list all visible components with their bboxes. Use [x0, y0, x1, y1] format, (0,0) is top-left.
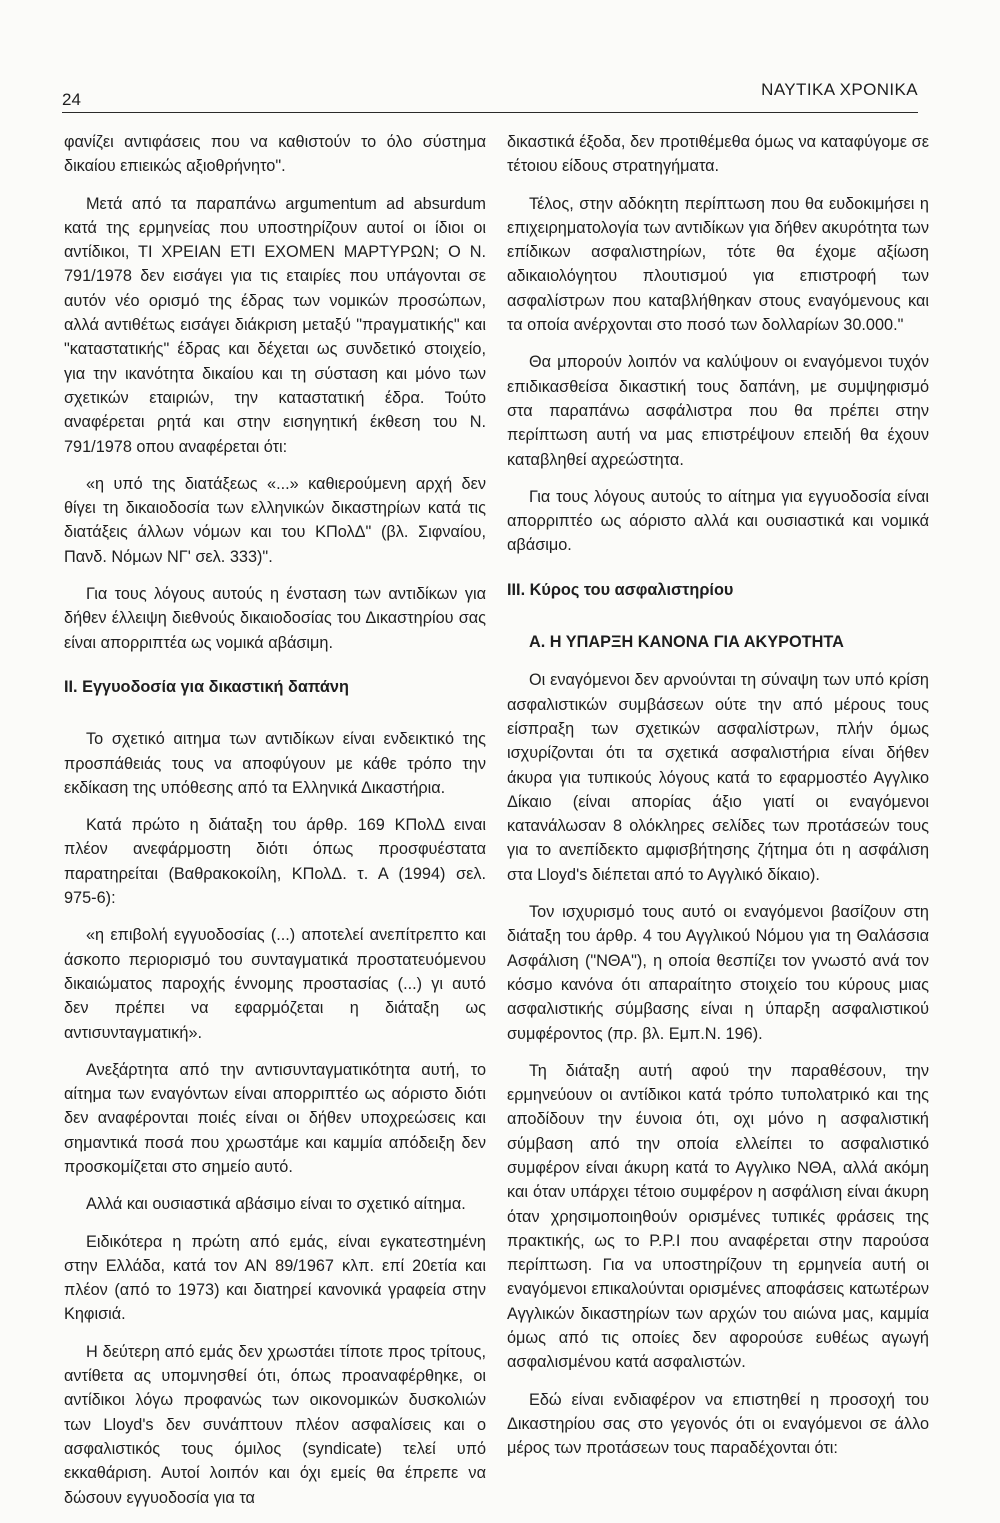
right-column [507, 130, 929, 1474]
subsection-heading: Α. Η ΥΠΑΡΞΗ ΚΑΝΟΝΑ ΓΙΑ ΑΚΥΡΟΤΗΤΑ [529, 633, 844, 652]
paragraph: Για τους λόγους αυτούς η ένσταση των αντιδίκων για δήθεν έλλειψη διεθνούς δικαιοδοσίας του Δικαστηρίου σας είναι απορριπτέα ως νομικά αβάσιμη. [64, 585, 486, 652]
quote-paragraph: «η υπό της διατάξεως «...» καθιερούμενη αρχή δεν θίγει τη δικαιοδοσία των ελληνικών δικαστηρίων κατά τις διατάξεις άλλων νόμων και του ΚΠολΔ" (βλ. Σιφναίου, Πανδ. Νόμων ΝΓ' σελ. 333)". [64, 474, 486, 566]
paragraph: Για τους λόγους αυτούς το αίτημα για εγγυοδοσία είναι απορριπτέο ως αόριστο αλλά και ουσιαστικά και νομικά αβάσιμο. [507, 487, 929, 555]
paragraph: Τέλος, στην αδόκητη περίπτωση που θα ευδοκιμήσει η επιχειρηματολογία των αντιδίκων για δήθεν ακυρότητα των επίδικων ασφαλιστηρίων, τότε θα έχομε αξίωση αδικαιολόγητου πλουτισμού για επιστροφή των ασφαλίστρων που καταβλήθηκαν στους εναγόμενους και τα οποία ανέρχονται στο ποσό των δολλαρίων 30.000." [507, 194, 929, 335]
paragraph: Εδώ είναι ενδιαφέρον να επιστηθεί η προσοχή του Δικαστηρίου σας στο γεγονός ότι οι εναγόμενοι σε άλλο μέρος των προτάσεων τους παραδέχονται ότι: [507, 1390, 929, 1458]
paragraph: Το σχετικό αιτημα των αντιδίκων είναι ενδεικτικό της προσπάθειάς τους να αποφύγουν με κάθε τρόπο την εκδίκαση της υπόθεσης από τα Ελληνικά Δικαστήρια. [64, 730, 486, 797]
paragraph: Οι εναγόμενοι δεν αρνούνται τη σύναψη των υπό κρίση ασφαλιστικών συμβάσεων ούτε την από μέρους τους είσπραξη των σχετικών ασφαλίστρων, πλήν όμως ισχυρίζονται ότι τα σχετικά ασφαλιστήρια είναι δήθεν άκυρα για τυπικούς λόγους κατά το εφαρμοστέο Αγγλικο Δίκαιο (είναι απορίας άξιο γιατί οι εναγόμενοι κατανάλωσαν 8 ολόκληρες σελίδες των προτάσεών τους για το ανεπίδεκτο αμφισβήτησης ζήτημα ότι η ασφάλιση στα Lloyd's διέπεται από το Αγγλικό δίκαιο). [507, 671, 929, 884]
paragraph: φανίζει αντιφάσεις που να καθιστούν το όλο σύστημα δικαίου επιεικώς αξιοθρήνητο". [64, 133, 486, 176]
paragraph: Ανεξάρτητα από την αντισυνταγματικότητα αυτή, το αίτημα των εναγόντων είναι απορριπτέο ως αόριστο διότι δεν αναφέρονται ποιές είναι οι δήθεν υποχρεώσεις και σημαντικά ποσά που χρωστάμε και καμμία απόδειξη δεν προσκομίζεται στο σημείο αυτό. [64, 1060, 486, 1176]
paragraph: Θα μπορούν λοιπόν να καλύψουν οι εναγόμενοι τυχόν επιδικασθείσα δικαστική τους δαπάνη, με συμψηφισμό στα παραπάνω ασφάλιστρα που θα πρέπει στην περίπτωση αυτή να μας επιστρέψουν επειδή θα έχουν καταβληθεί αχρεώστητα. [507, 353, 929, 469]
paragraph: Τη διάταξη αυτή αφού την παραθέσουν, την ερμηνεύουν οι αντίδικοι κατά τρόπο τυπολατρικό και της αποδίδουν την έυνοια ότι, οχι μόνο η ασφαλιστική σύμβαση από την οποία ελλείπει το ασφαλιστικό συμφέρον είναι άκυρη κατά το Αγγλικο ΝΘΑ, αλλά ακόμη και όταν υπάρχει τέτοιο συμφέρον η ασφάλιση είναι άκυρη όταν χρησιμοποιηθούν ορισμένες τυπικές φράσεις της πρακτικής, ως το P.P.I που αναφέρεται στην παρούσα περίπτωση. Για να υποστηρίζουν τη ερμηνεία αυτή οι εναγόμενοι επικαλούνται ορισμένες αποφάσεις κατωτέρων Αγγλικών δικαστηρίων των αρχών του αιώνα μας, καμμία όμως από τις οποίες δεν αφορούσε ευθέως αγωγή ασφαλισμένου κατά ασφαλιστών. [507, 1061, 929, 1372]
quote-paragraph: «η επιβολή εγγυοδοσίας (...) αποτελεί ανεπίτρεπτο και άσκοπο περιορισμό του συνταγματικά προστατευόμενου δικαιώματος παροχής έννομης προστασίας (...) γι αυτό δεν πρέπει να εφαρμόζεται η διάταξη ως αντισυνταγματική». [64, 926, 486, 1042]
paragraph: Η δεύτερη από εμάς δεν χρωστάει τίποτε προς τρίτους, αντίθετα ας υπομνησθεί ότι, όπως προαναφέρθηκε, οι αντίδικοι λόγω προφανώς των οικονομικών δυσκολιών των Lloyd's δεν συνάπτουν πλέον ασφαλίσεις και ο ασφαλιστικός τους όμιλος (syndicate) τελεί υπό εκκαθάριση. Αυτοί λοιπόν και όχι εμείς θα έπρεπε να δώσουν εγγυοδοσία για τα [64, 1342, 486, 1507]
paragraph: Κατά πρώτο η διάταξη του άρθρ. 169 ΚΠολΔ ειναι πλέον ανεφάρμοστη διότι όπως προσφυέστατα παρατηρείται (Βαθρακοκοίλη, ΚΠολΔ. τ. Α (1994) σελ. 975-6): [64, 816, 486, 908]
paragraph: δικαστικά έξοδα, δεν προτιθέμεθα όμως να καταφύγομε σε τέτοιου είδους στρατηγήματα. [507, 133, 929, 176]
page-number: 24 [62, 90, 81, 109]
section-heading-3: ΙΙΙ. Κύρος του ασφαλιστηρίου [507, 580, 734, 599]
journal-title: ΝΑΥΤΙΚΑ ΧΡΟΝΙΚΑ [761, 80, 918, 99]
paragraph: Αλλά και ουσιαστικά αβάσιμο είναι το σχετικό αίτημα. [86, 1195, 466, 1214]
paragraph: Μετά από τα παραπάνω argumentum ad absurdum κατά της ερμηνείας που υποστηρίζουν αυτοί οι ίδιοι οι αντίδικοι, ΤΙ ΧΡΕΙΑΝ ΕΤΙ ΕΧΟΜΕΝ ΜΑΡΤΥΡΩΝ; Ο Ν. 791/1978 δεν εισάγει για τις εταιρίες που υπάγονται σε αυτόν νέο ορισμό της έδρας των νομικών προσώπων, αλλά αντιθέτως εισάγει διάκριση μεταξύ "πραγματικής" και "καταστατικής" έδρας και δέχεται ως συνδετικό στοιχείο, για την ικανότητα δικαίου και τη σύσταση και μόνο των σχετικών εταιριών, την καταστατική έδρα. Τούτο αναφέρεται ρητά και στην εισηγητική έκθεση του Ν. 791/1978 οπου αναφέρεται ότι: [64, 194, 486, 456]
page-header [62, 78, 918, 113]
left-column [64, 130, 486, 1523]
section-heading-2: ΙΙ. Εγγυοδοσία για δικαστική δαπάνη [64, 677, 349, 696]
paragraph: Τον ισχυρισμό τους αυτό οι εναγόμενοι βασίζουν στη διάταξη του άρθρ. 4 του Αγγλικού Νόμου για τη Θαλάσσια Ασφάλιση ("ΝΘΑ"), η οποία θεσπίζει τον γνωστό ανά τον κόσμο κανόνα ότι απαραίτητο στοιχείο του κύρους μιας ασφαλιστικής σύμβασης είναι η ύπαρξη ασφαλιστικού συμφέροντος (πρ. βλ. Εμπ.Ν. 196). [507, 903, 929, 1043]
paragraph: Ειδικότερα η πρώτη από εμάς, είναι εγκατεστημένη στην Ελλάδα, κατά τον ΑΝ 89/1967 κλπ. επί 20ετία και πλέον (από το 1973) και διατηρεί κανονικά γραφεία στην Κηφισιά. [64, 1232, 486, 1324]
